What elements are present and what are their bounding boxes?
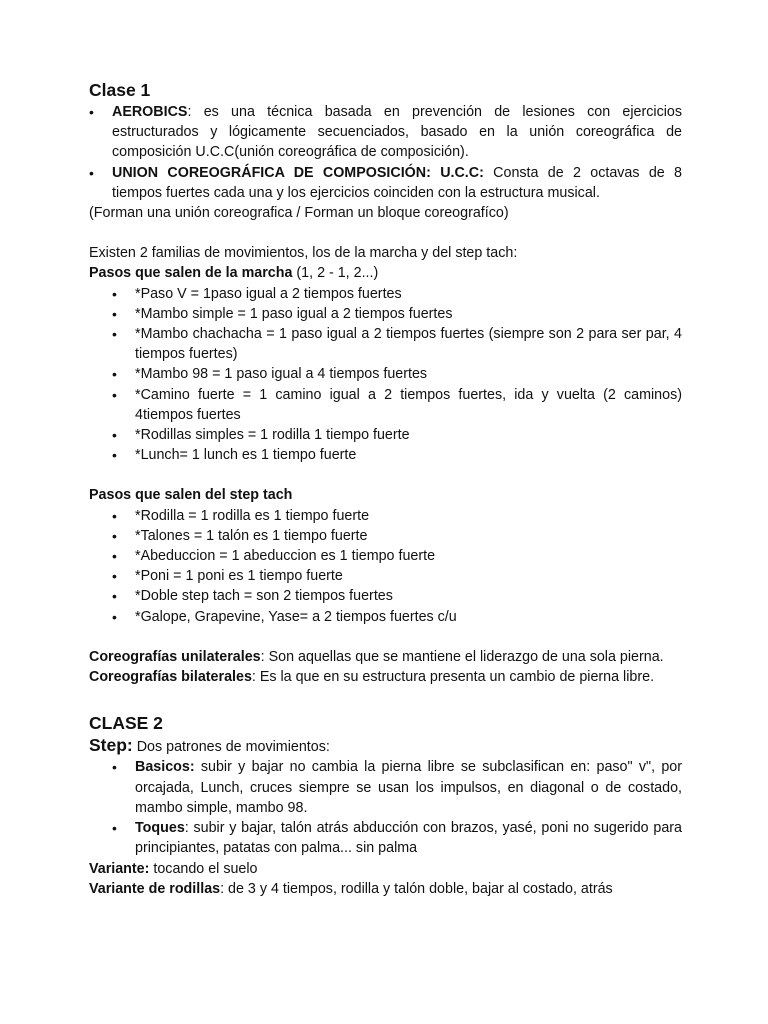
definition-aerobics [89,102,682,163]
pattern-term: Basicos: [135,759,195,776]
unilaterales-term: Coreografías unilaterales [89,648,261,665]
definition-text: Consta de 2 octavas de 8 tiempos fuertes cada una y los ejercicios coinciden con la estructura musical. [112,164,682,201]
step-tach-list [112,506,682,627]
marcha-heading: Pasos que salen de la marcha [89,265,293,282]
list-item: • *Mambo chachacha = 1 paso igual a 2 tiempos fuertes (siempre son 2 para ser par, 4 tiempos fuertes) [112,324,682,364]
variante-line [89,859,682,879]
list-item: • *Camino fuerte = 1 camino igual a 2 tiempos fuertes, ida y vuelta (2 caminos) 4tiempos fuertes [112,385,682,425]
definition-term: UNION COREOGRÁFICA DE COMPOSICIÓN: U.C.C: [112,164,484,181]
marcha-count: (1, 2 - 1, 2...) [292,265,379,282]
marcha-heading-line [89,263,682,283]
document-content [89,78,682,899]
step-line [89,735,682,757]
familias-intro: Existen 2 familias de movimientos, los de la marcha y del step tach: [89,245,518,262]
pattern-text: subir y bajar no cambia la pierna libre se subclasifican en: paso" v", por orcajada, Lunch, cruces siempre se usan los impulsos, en diagonal o de costado, mambo simple, mambo 98. [135,759,682,816]
pattern-text: : subir y bajar, talón atrás abducción con brazos, yasé, poni no sugerido para principiantes, patatas con palma... sin palma [135,820,682,857]
step-term: Step: [89,735,133,756]
list-item: • *Doble step tach = son 2 tiempos fuertes [112,586,682,606]
step-tach-heading: Pasos que salen del step tach [89,487,293,504]
variante-rodillas-term: Variante de rodillas [89,880,221,897]
step-patterns-list [112,757,682,858]
variante-rodillas-text: : de 3 y 4 tiempos, rodilla y talón doble, bajar al costado, atrás [220,880,613,897]
unilaterales-paragraph [89,647,682,667]
list-item: • *Mambo simple = 1 paso igual a 2 tiempos fuertes [112,304,682,324]
step-tach-heading-line [89,485,682,505]
bilaterales-term: Coreografías bilaterales [89,669,252,686]
spacer [89,223,682,243]
list-item: • *Galope, Grapevine, Yase= a 2 tiempos fuertes c/u [112,607,682,627]
clase-2-heading: CLASE 2 [89,713,163,734]
bilaterales-text: : Es la que en su estructura presenta un cambio de pierna libre. [251,669,655,686]
unilaterales-text: : Son aquellas que se mantiene el liderazgo de una sola pierna. [260,648,664,665]
pattern-term: Toques [135,820,185,837]
marcha-list [112,284,682,466]
spacer [89,465,682,485]
list-item: • *Abeduccion = 1 abeduccion es 1 tiempo fuerte [112,546,682,566]
list-item: • *Mambo 98 = 1 paso igual a 4 tiempos fuertes [112,364,682,384]
list-item: • *Poni = 1 poni es 1 tiempo fuerte [112,566,682,586]
definitions-list [89,102,682,203]
variante-rodillas-line [89,879,682,899]
forman-note: (Forman una unión coreografica / Forman un bloque coreografíco) [89,205,509,222]
clase-1-heading: Clase 1 [89,80,151,100]
variante-term: Variante: [89,860,150,877]
list-item: • *Paso V = 1paso igual a 2 tiempos fuertes [112,284,682,304]
step-text: Dos patrones de movimientos: [132,739,330,756]
list-item: • *Talones = 1 talón es 1 tiempo fuerte [112,526,682,546]
definition-ucc [89,163,682,203]
definition-text: : es una técnica basada en prevención de lesiones con ejercicios estructurados y lógicamente secuenciados, basado en la unión coreográfica de composición U.C.C(unión coreográfica de composición). [112,104,682,161]
spacer [89,687,682,711]
pattern-toques [112,818,682,858]
list-item: • *Lunch= 1 lunch es 1 tiempo fuerte [112,445,682,465]
variante-text: tocando el suelo [149,860,258,877]
spacer [89,627,682,647]
definition-term: AEROBICS [112,104,188,120]
bilaterales-paragraph [89,667,682,687]
list-item: • *Rodillas simples = 1 rodilla 1 tiempo fuerte [112,425,682,445]
list-item: • *Rodilla = 1 rodilla es 1 tiempo fuerte [112,506,682,526]
pattern-basicos [112,757,682,818]
